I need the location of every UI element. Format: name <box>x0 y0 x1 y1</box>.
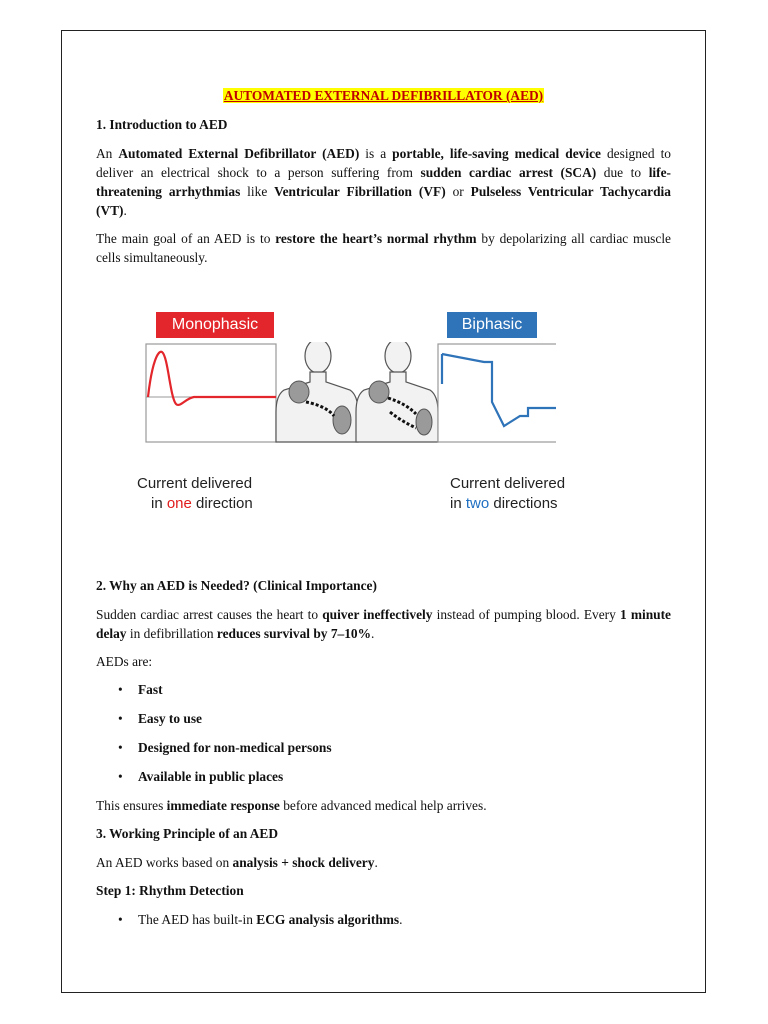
working-paragraph: An AED works based on analysis + shock delivery. <box>96 855 378 870</box>
aeds-are-text: AEDs are: <box>96 654 153 669</box>
aed-features-list <box>96 680 671 786</box>
left-caption: Current delivered in one direction <box>137 475 253 512</box>
document-title: AUTOMATED EXTERNAL DEFIBRILLATOR (AED) <box>223 88 544 103</box>
biphasic-label: Biphasic <box>447 312 537 338</box>
importance-paragraph: Sudden cardiac arrest causes the heart to quiver ineffectively instead of pumping blood. Every 1 minute delay in defibrillation reduces survival by 7–10%. <box>96 607 671 641</box>
right-caption: Current delivered in two directions <box>450 475 566 512</box>
section-1-heading: 1. Introduction to AED <box>96 117 228 132</box>
step-1-heading: Step 1: Rhythm Detection <box>96 883 244 898</box>
intro-paragraph: An Automated External Defibrillator (AED) is a portable, life-saving medical device designed to deliver an electrical shock to a person suffering from sudden cardiac arrest (SCA) due to life-threatening arrhythmias like Ventricular Fibrillation (VF) or Pulseless Ventricular Tachycardia (VT). <box>96 146 671 218</box>
section-2-heading: 2. Why an AED is Needed? (Clinical Importance) <box>96 578 377 593</box>
list-item: • Easy to use <box>138 709 671 728</box>
step-1-list <box>96 910 671 929</box>
ensures-paragraph: This ensures immediate response before advanced medical help arrives. <box>96 798 487 813</box>
document-content <box>96 86 671 939</box>
list-item: • Fast <box>138 680 671 699</box>
monophasic-label: Monophasic <box>156 312 274 338</box>
list-item: • Available in public places <box>138 767 671 786</box>
phasic-figure <box>96 276 671 576</box>
waveform-illustration <box>106 342 556 472</box>
section-3-heading: 3. Working Principle of an AED <box>96 826 279 841</box>
list-item: • Designed for non-medical persons <box>138 738 671 757</box>
list-item: • The AED has built-in ECG analysis algorithms. <box>138 910 671 929</box>
goal-paragraph: The main goal of an AED is to restore the heart’s normal rhythm by depolarizing all cardiac muscle cells simultaneously. <box>96 231 671 265</box>
